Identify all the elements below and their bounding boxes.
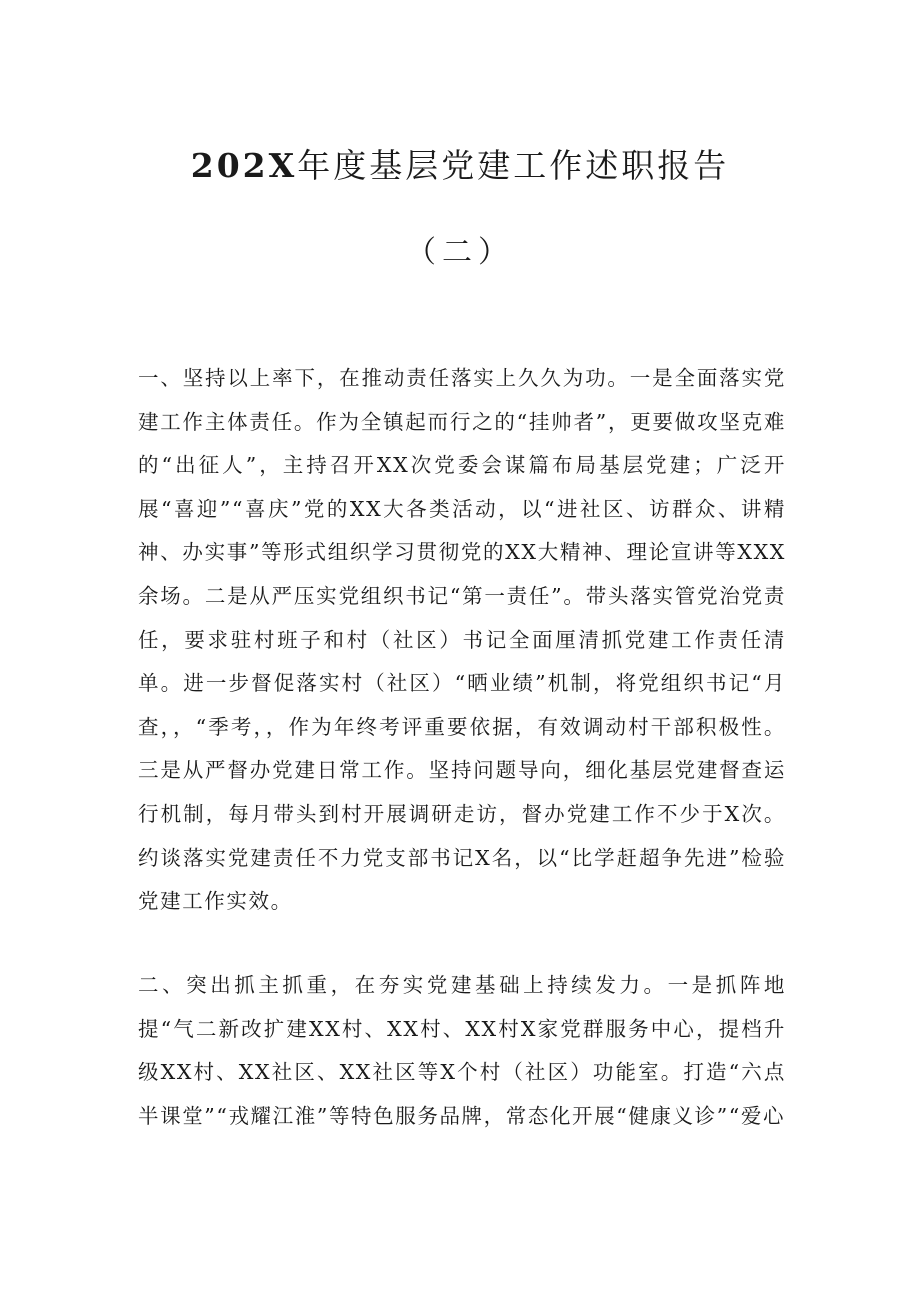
title-year: 202X [190,146,298,185]
document-subtitle: （二） [406,235,514,270]
document-title: 202X年度基层党建工作述职报告 [190,146,730,185]
body-paragraph-2: 二、突出抓主抓重，在夯实党建基础上持续发力。一是抓阵地提“气二新改扩建XX村、XX村、XX村X家党群服务中心，提档升级XX村、XX社区、XX社区等X个村（社区）功能室。打造“六点半课堂”“戎耀江淮”等特色服务品牌，常态化开展“健康义诊”“爱心 [138,973,786,1128]
body-paragraph-1: 一、坚持以上率下，在推动责任落实上久久为功。一是全面落实党建工作主体责任。作为全镇起而行之的“挂帅者”，更要做攻坚克难的“出征人”，主持召开XX次党委会谋篇布局基层党建；广泛开展“喜迎”“喜庆”党的XX大各类活动，以“进社区、访群众、讲精神、办实事”等形式组织学习贯彻党的XX大精神、理论宣讲等XXX余场。二是从严压实党组织书记“第一责任”。带头落实管党治党责任，要求驻村班子和村（社区）书记全面厘清抓党建工作责任清单。进一步督促落实村（社区）“晒业绩”机制，将党组织书记“月查，，“季考，，作为年终考评重要依据，有效调动村干部积极性。三是从严督办党建日常工作。坚持问题导向，细化基层党建督查运行机制，每月带头到村开展调研走访，督办党建工作不少于X次。约谈落实党建责任不力党支部书记X名，以“比学赶超争先进”检验党建工作实效。 [138,366,786,914]
